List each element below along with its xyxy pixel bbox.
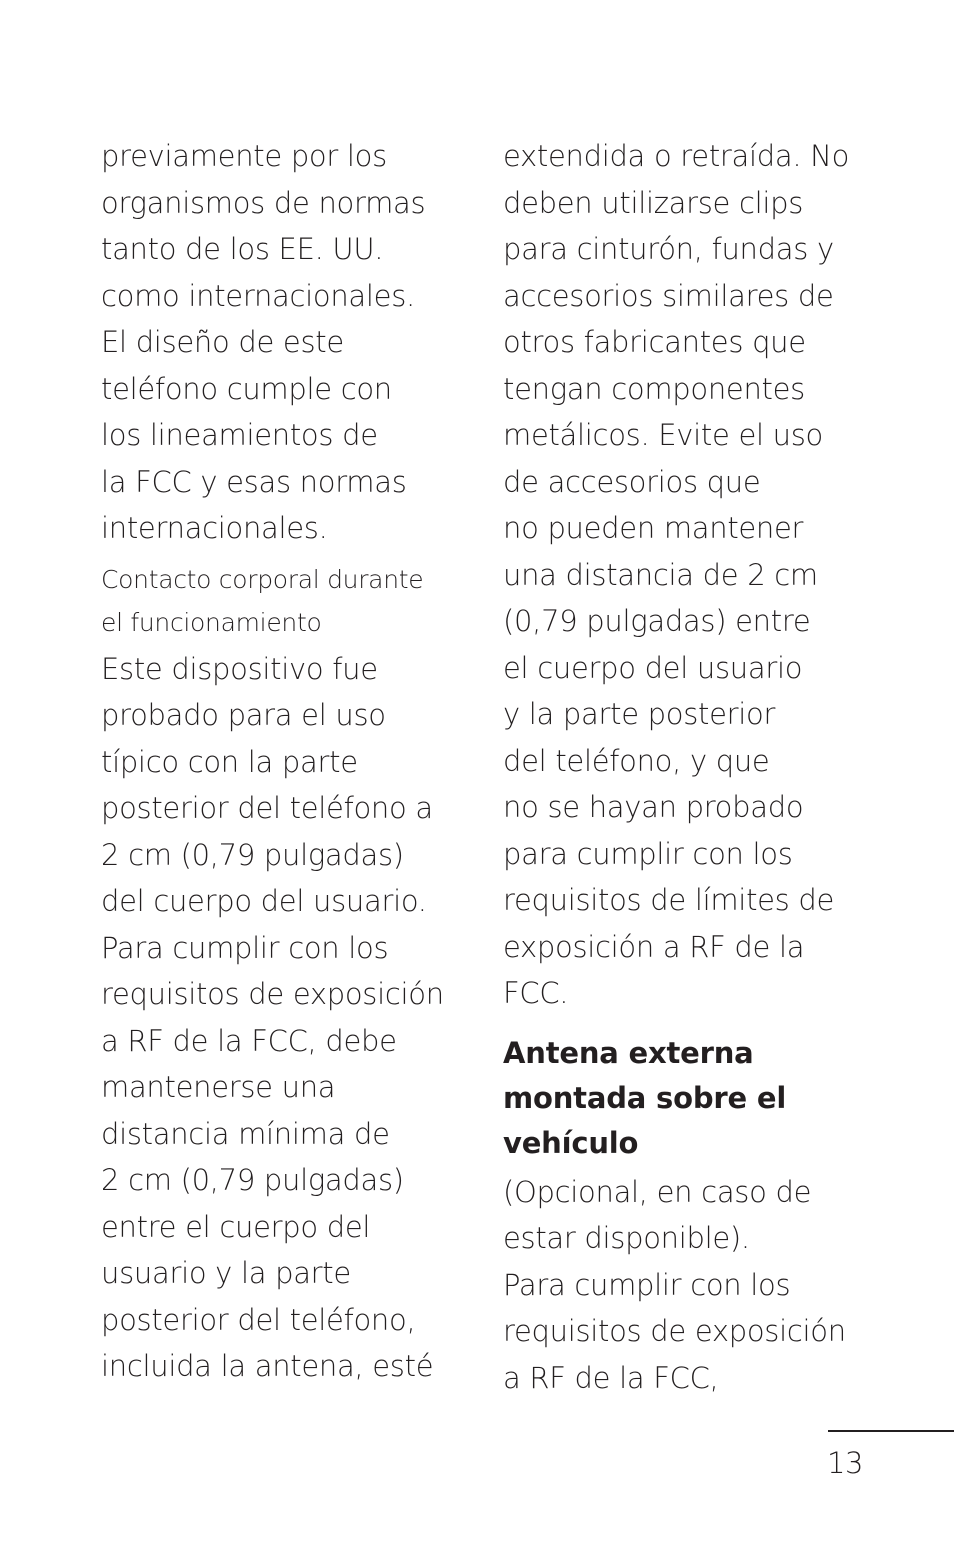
text-line: para cumplir con los xyxy=(503,836,793,871)
text-line: mantenerse una xyxy=(101,1070,336,1104)
text-line: El diseño de este xyxy=(101,325,344,359)
left-column xyxy=(101,133,481,1390)
left-paragraph-1 xyxy=(101,133,481,552)
text-line: (0,79 pulgadas) entre xyxy=(503,604,811,638)
text-line: distancia mínima de xyxy=(101,1116,390,1151)
footer-divider xyxy=(828,1430,954,1432)
text-line: internacionales. xyxy=(101,511,328,545)
text-line: Este dispositivo fue xyxy=(101,651,378,686)
text-line: no pueden mantener xyxy=(503,511,804,545)
text-line: del cuerpo del usuario. xyxy=(101,884,427,918)
subheading-line: el funcionamiento xyxy=(101,607,322,637)
page-number: 13 xyxy=(827,1446,863,1480)
text-line: a RF de la FCC, xyxy=(503,1360,719,1395)
text-line: probado para el uso xyxy=(101,698,386,732)
text-line: 2 cm (0,79 pulgadas) xyxy=(101,837,404,872)
right-paragraph-1 xyxy=(503,133,883,1017)
left-paragraph-2 xyxy=(101,646,481,1390)
text-line: previamente por los xyxy=(101,139,387,173)
section-heading-external-antenna xyxy=(503,1031,883,1166)
text-line: del teléfono, y que xyxy=(503,743,770,778)
text-line: exposición a RF de la xyxy=(503,929,805,964)
text-line: organismos de normas xyxy=(101,185,426,220)
text-line: y la parte posterior xyxy=(503,697,776,731)
text-line: otros fabricantes que xyxy=(503,325,806,359)
text-line: requisitos de exposición xyxy=(101,977,444,1011)
right-column xyxy=(503,133,883,1401)
text-line: extendida o retraída. No xyxy=(503,139,850,173)
text-line: para cinturón, fundas y xyxy=(503,232,834,266)
heading-line: Antena externa xyxy=(503,1035,754,1070)
text-line: estar disponible). xyxy=(503,1221,750,1255)
text-line: tanto de los EE. UU. xyxy=(101,232,384,266)
text-line: Para cumplir con los xyxy=(503,1267,791,1302)
heading-line: vehículo xyxy=(503,1125,639,1160)
text-line: usuario y la parte xyxy=(101,1256,351,1290)
text-line: tengan componentes xyxy=(503,371,805,406)
text-line: como internacionales. xyxy=(101,278,415,313)
text-line: entre el cuerpo del xyxy=(101,1209,371,1244)
subheading-body-contact xyxy=(101,558,481,644)
text-line: metálicos. Evite el uso xyxy=(503,418,824,452)
text-line: (Opcional, en caso de xyxy=(503,1174,812,1209)
text-line: FCC. xyxy=(503,976,569,1010)
text-line: posterior del teléfono a xyxy=(101,791,433,825)
text-line: accesorios similares de xyxy=(503,278,834,313)
heading-line: montada sobre el xyxy=(503,1080,787,1115)
text-line: deben utilizarse clips xyxy=(503,185,804,220)
text-line: incluida la antena, esté xyxy=(101,1349,434,1383)
text-line: teléfono cumple con xyxy=(101,371,392,406)
text-line: los lineamientos de xyxy=(101,418,378,452)
subheading-line: Contacto corporal durante xyxy=(101,564,424,594)
text-line: requisitos de límites de xyxy=(503,883,835,917)
text-line: posterior del teléfono, xyxy=(101,1302,416,1337)
text-line: Para cumplir con los xyxy=(101,930,389,965)
text-line: de accesorios que xyxy=(503,464,761,499)
text-line: no se hayan probado xyxy=(503,790,804,824)
text-line: 2 cm (0,79 pulgadas) xyxy=(101,1163,404,1197)
right-paragraph-2 xyxy=(503,1169,883,1402)
text-line: requisitos de exposición xyxy=(503,1314,846,1348)
text-line: típico con la parte xyxy=(101,744,358,779)
text-line: una distancia de 2 cm xyxy=(503,557,818,592)
text-line: la FCC y esas normas xyxy=(101,464,407,499)
text-line: a RF de la FCC, debe xyxy=(101,1023,397,1058)
text-line: el cuerpo del usuario xyxy=(503,650,803,685)
